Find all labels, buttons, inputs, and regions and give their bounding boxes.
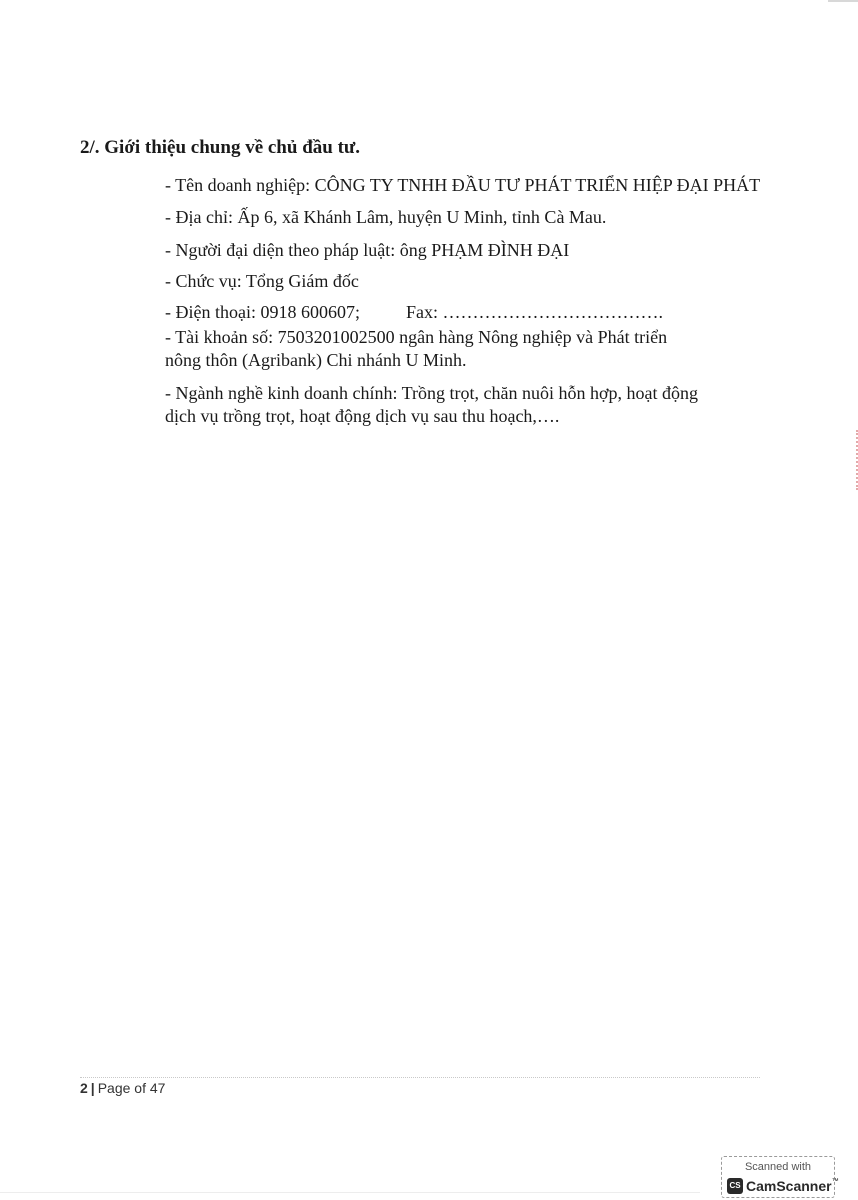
fax-text: Fax: ………………………………. xyxy=(405,302,663,322)
camscanner-brand-row xyxy=(727,1177,839,1195)
camscanner-watermark xyxy=(721,1156,839,1198)
company-name-line: - Tên doanh nghiệp: CÔNG TY TNHH ĐẦU TƯ PHÁT TRIỂN HIỆP ĐẠI PHÁT xyxy=(165,175,761,195)
scanned-with-label: Scanned with xyxy=(744,1161,812,1173)
page-of-text: Page of 47 xyxy=(97,1080,166,1096)
business-line-1: - Ngành nghề kinh doanh chính: Trồng trọt, chăn nuôi hỗn hợp, hoạt động xyxy=(165,383,698,403)
phone-text: - Điện thoại: 0918 600607; xyxy=(165,302,360,322)
bank-account-line-2: nông thôn (Agribank) Chi nhánh U Minh. xyxy=(165,350,467,370)
trademark-symbol: ™ xyxy=(831,1178,839,1185)
representative-line: - Người đại diện theo pháp luật: ông PHẠM ĐÌNH ĐẠI xyxy=(165,240,570,260)
page-footer xyxy=(80,1080,165,1096)
camscanner-brand: CamScanner xyxy=(746,1178,832,1194)
scan-bottom-edge xyxy=(0,1192,700,1193)
scan-edge-mark xyxy=(828,0,858,2)
scan-edge-mark-red xyxy=(852,430,858,490)
footer-divider xyxy=(80,1077,760,1078)
business-line-2: dịch vụ trồng trọt, hoạt động dịch vụ sau thu hoạch,…. xyxy=(165,406,560,426)
address-line: - Địa chỉ: Ấp 6, xã Khánh Lâm, huyện U Minh, tỉnh Cà Mau. xyxy=(165,207,607,227)
section-heading: 2/. Giới thiệu chung về chủ đầu tư. xyxy=(80,137,361,158)
bank-account-line-1: - Tài khoản số: 7503201002500 ngân hàng Nông nghiệp và Phát triển xyxy=(165,327,668,347)
camscanner-logo-icon: CS xyxy=(727,1178,743,1194)
position-line: - Chức vụ: Tổng Giám đốc xyxy=(165,271,359,291)
contact-line xyxy=(165,300,663,324)
footer-separator: | xyxy=(90,1080,95,1096)
page-number: 2 xyxy=(80,1080,88,1096)
